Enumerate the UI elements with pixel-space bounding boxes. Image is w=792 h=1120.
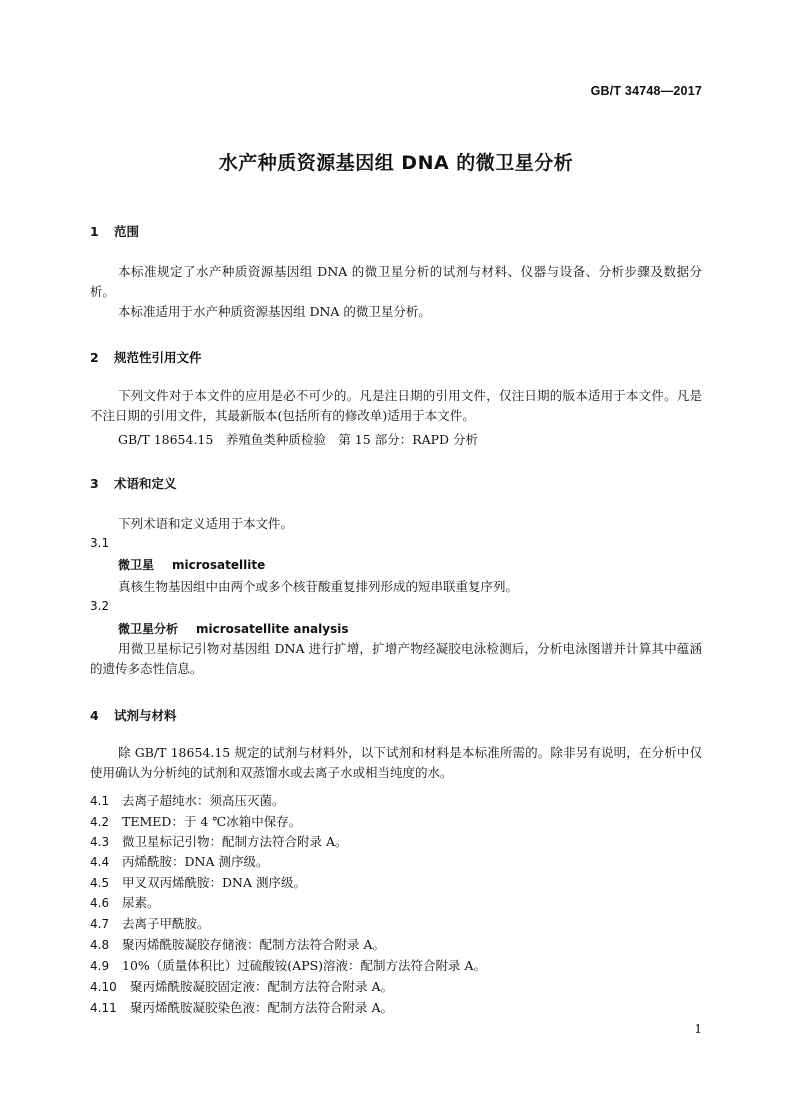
list-item: [90, 977, 393, 995]
section-1-paragraph-2: 本标准适用于水产种质资源基因组 DNA 的微卫星分析。: [118, 304, 431, 319]
section-1-heading: [90, 222, 139, 240]
term-heading: [118, 620, 349, 637]
term-definition: 用微卫星标记引物对基因组 DNA 进行扩增，扩增产物经凝胶电泳检测后，分析电泳图谱并计算其中蕴涵的遗传多态性信息。: [90, 641, 702, 676]
list-item: [90, 998, 393, 1016]
item-number: 4.6: [90, 896, 110, 910]
term-heading: [118, 556, 265, 573]
section-2-paragraph: 下列文件对于本文件的应用是必不可少的。凡是注日期的引用文件，仅注日期的版本适用于本文件。凡是不注日期的引用文件，其最新版本(包括所有的修改单)适用于本文件。: [90, 388, 702, 423]
list-item: [90, 832, 348, 850]
item-text: 聚丙烯酰胺凝胶存储液：配制方法符合附录 A。: [122, 937, 386, 952]
list-item: [90, 873, 306, 891]
item-text: 去离子超纯水：须高压灭菌。: [122, 793, 285, 808]
section-1-paragraph-1: 本标准规定了水产种质资源基因组 DNA 的微卫星分析的试剂与材料、仪器与设备、分析步骤及数据分析。: [90, 264, 702, 299]
term-english: microsatellite analysis: [196, 622, 349, 636]
term-chinese: 微卫星: [118, 558, 155, 572]
item-number: 4.10: [90, 980, 117, 994]
item-text: 甲叉双丙烯酰胺：DNA 测序级。: [122, 875, 306, 890]
item-text: TEMED：于 4 ℃冰箱中保存。: [122, 814, 302, 829]
item-number: 4.9: [90, 959, 110, 973]
item-text: 聚丙烯酰胺凝胶固定液：配制方法符合附录 A。: [130, 979, 394, 994]
item-text: 丙烯酰胺：DNA 测序级。: [122, 854, 269, 869]
section-4-heading: [90, 706, 177, 724]
section-number: 2: [90, 350, 99, 365]
section-3-heading: [90, 474, 177, 492]
term-english: microsatellite: [172, 558, 266, 572]
list-item: [90, 812, 301, 830]
item-text: 微卫星标记引物：配制方法符合附录 A。: [122, 834, 348, 849]
item-number: 4.3: [90, 835, 110, 849]
item-text: 尿素。: [122, 895, 160, 910]
list-item: [90, 791, 285, 809]
list-item: [90, 852, 268, 870]
item-number: 4.4: [90, 855, 110, 869]
standard-code: GB/T 34748—2017: [590, 84, 702, 98]
section-title: 试剂与材料: [114, 708, 177, 723]
term-number: 3.2: [90, 599, 110, 613]
item-number: 4.1: [90, 794, 110, 808]
section-3-intro: 下列术语和定义适用于本文件。: [118, 516, 294, 531]
term-number: 3.1: [90, 536, 110, 550]
section-2-heading: [90, 348, 202, 366]
list-item: [90, 956, 486, 974]
term-definition: 真核生物基因组中由两个或多个核苷酸重复排列形成的短串联重复序列。: [118, 579, 519, 594]
document-title: 水产种质资源基因组 DNA 的微卫星分析: [218, 152, 574, 174]
list-item: [90, 935, 385, 953]
item-number: 4.8: [90, 938, 110, 952]
section-number: 4: [90, 708, 99, 723]
item-number: 4.7: [90, 917, 110, 931]
item-text: 聚丙烯酰胺凝胶染色液：配制方法符合附录 A。: [130, 1000, 394, 1015]
section-number: 3: [90, 476, 99, 491]
section-title: 范围: [114, 224, 140, 239]
normative-reference: GB/T 18654.15 养殖鱼类种质检验 第 15 部分：RAPD 分析: [118, 432, 479, 447]
section-title: 规范性引用文件: [114, 350, 202, 365]
section-number: 1: [90, 224, 99, 239]
section-title: 术语和定义: [114, 476, 177, 491]
item-text: 10%（质量体积比）过硫酸铵(APS)溶液：配制方法符合附录 A。: [122, 958, 487, 973]
item-number: 4.2: [90, 815, 110, 829]
item-number: 4.5: [90, 876, 110, 890]
item-text: 去离子甲酰胺。: [122, 916, 210, 931]
list-item: [90, 893, 160, 911]
term-chinese: 微卫星分析: [118, 622, 179, 636]
item-number: 4.11: [90, 1001, 117, 1015]
page-number: 1: [694, 1022, 702, 1036]
section-4-intro: 除 GB/T 18654.15 规定的试剂与材料外，以下试剂和材料是本标准所需的。除非另有说明，在分析中仅使用确认为分析纯的试剂和双蒸馏水或去离子水或相当纯度的水。: [90, 745, 702, 780]
list-item: [90, 914, 210, 932]
